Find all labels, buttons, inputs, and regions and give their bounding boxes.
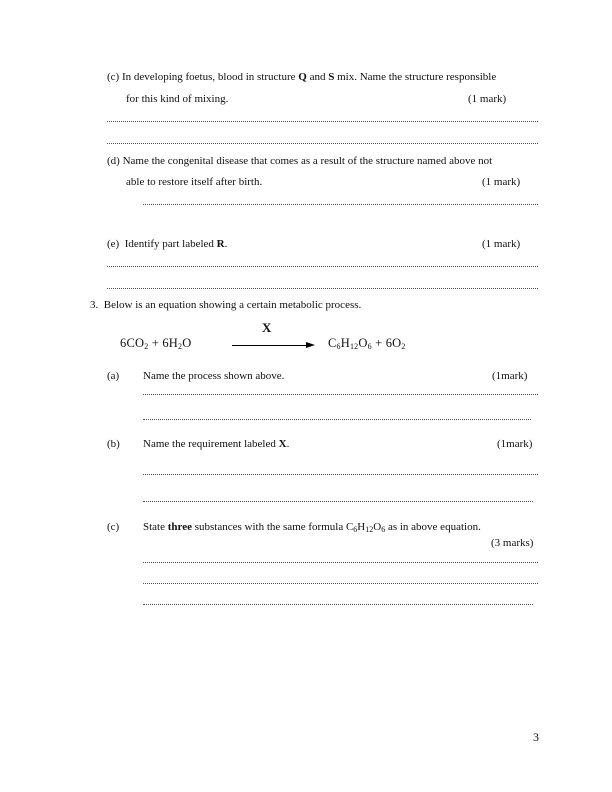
- q3c-sub-2: 12: [365, 525, 374, 534]
- q2d-text-1: Name the congenital disease that comes as a result of the structure named above not: [122, 155, 493, 167]
- reactant-h2o-sub: 2: [178, 342, 183, 351]
- q2d-line1: [107, 155, 492, 167]
- page-number: 3: [533, 730, 539, 744]
- q3b-label: (b): [107, 438, 120, 450]
- q3c-answer-line-1[interactable]: [143, 562, 538, 563]
- equation-arrow-shaft: [232, 345, 310, 346]
- product-o: O: [358, 336, 368, 350]
- q2e-marks: (1 mark): [482, 238, 521, 250]
- product-c: C: [328, 336, 337, 350]
- q2e-answer-line-2[interactable]: [107, 288, 538, 289]
- q3-intro: Below is an equation showing a certain metabolic process.: [103, 299, 362, 311]
- q3c-marks: (3 marks): [491, 537, 534, 549]
- q2d-line2: able to restore itself after birth.: [126, 176, 263, 188]
- q2e-answer-line-1[interactable]: [107, 266, 538, 267]
- product-c-sub: 6: [336, 342, 341, 351]
- q2e-text: Identify part labeled: [124, 238, 217, 250]
- product-plus-o2: + 6O: [371, 336, 402, 350]
- q3a-answer-line-2[interactable]: [143, 419, 531, 420]
- q2c-bold-q: Q: [298, 71, 307, 83]
- product-o-sub: 6: [367, 342, 372, 351]
- q3b-answer-line-2[interactable]: [143, 501, 533, 502]
- q3c-text-5: as in above equation.: [385, 521, 481, 533]
- q3b-end: .: [286, 438, 290, 450]
- q2c-line1: [107, 71, 496, 83]
- q2c-marks: (1 mark): [468, 93, 507, 105]
- q3b-marks: (1mark): [497, 438, 533, 450]
- q3c-text-1: State: [143, 521, 168, 533]
- q3c-answer-line-2[interactable]: [143, 583, 538, 584]
- reactant-co2-sub: 2: [144, 342, 149, 351]
- equation-arrow-head: [306, 342, 315, 348]
- q2d-marks: (1 mark): [482, 176, 521, 188]
- q2d-label: (d): [107, 155, 120, 167]
- q3c-sub-1: 6: [353, 525, 358, 534]
- q3a-marks: (1mark): [492, 370, 528, 382]
- q3c-text-3: H: [357, 521, 366, 533]
- q2d-answer-line-1[interactable]: [143, 204, 538, 205]
- equation-condition-x: X: [262, 320, 272, 335]
- product-h-sub: 12: [349, 342, 359, 351]
- q2c-line2: for this kind of mixing.: [126, 93, 229, 105]
- equation-products: [328, 336, 406, 351]
- q2e-end: .: [224, 238, 228, 250]
- equation-reactants: [120, 336, 191, 351]
- q3c-bold-three: three: [167, 521, 192, 533]
- reactant-plus-h2o: + 6H: [148, 336, 178, 350]
- q3b-text-wrap: [143, 438, 289, 450]
- reactant-co2: 6CO: [120, 336, 145, 350]
- q3c-label: (c): [107, 521, 120, 533]
- q2c-answer-line-1[interactable]: [107, 121, 538, 122]
- q3c-text-2: substances with the same formula C: [191, 521, 354, 533]
- q3-number: 3.: [90, 299, 99, 311]
- q2c-bold-s: S: [328, 71, 335, 83]
- q3c-sub-3: 6: [381, 525, 386, 534]
- reactant-h2o-end: O: [182, 336, 192, 350]
- q3a-answer-line-1[interactable]: [143, 394, 538, 395]
- q3b-text: Name the requirement labeled: [143, 438, 279, 450]
- q3b-answer-line-1[interactable]: [143, 474, 538, 475]
- q2c-text-1: In developing foetus, blood in structure: [121, 71, 299, 83]
- q2c-label: (c): [107, 71, 120, 83]
- q3c-text-4: O: [373, 521, 382, 533]
- q2e-bold-r: R: [216, 238, 225, 250]
- q3-intro-line: [90, 299, 361, 311]
- q2e-label: (e): [107, 238, 120, 250]
- product-o2-sub: 2: [401, 342, 406, 351]
- q2c-answer-line-2[interactable]: [107, 143, 538, 144]
- q3b-bold-x: X: [278, 438, 287, 450]
- q2e-line: [107, 238, 227, 250]
- q2c-text-2: and: [306, 71, 329, 83]
- q3c-answer-line-3[interactable]: [143, 604, 533, 605]
- q2c-text-3: mix. Name the structure responsible: [334, 71, 497, 83]
- q3a-text: Name the process shown above.: [143, 370, 285, 382]
- product-h: H: [340, 336, 350, 350]
- q3a-label: (a): [107, 370, 120, 382]
- q3c-text-wrap: [143, 521, 481, 533]
